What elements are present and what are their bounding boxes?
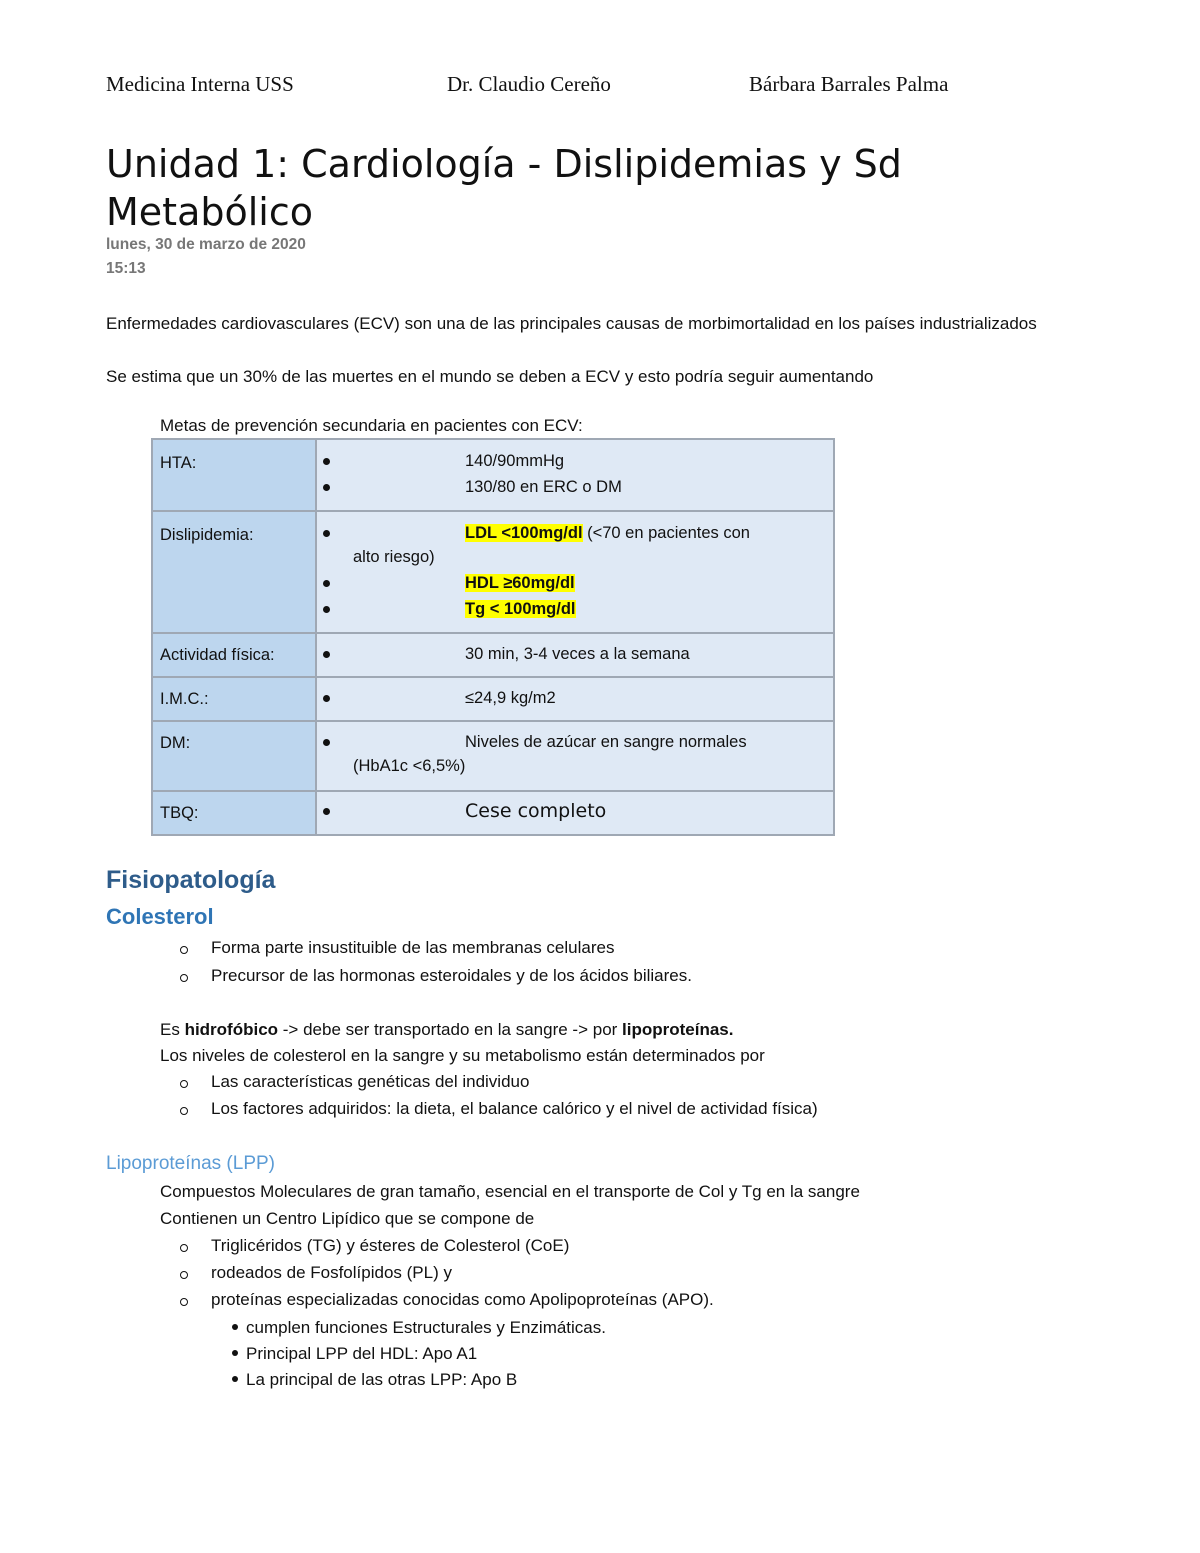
section-heading-fisiopatologia: Fisiopatología: [106, 866, 276, 894]
circle-bullet-icon: [180, 1271, 188, 1279]
sentence-part: Es: [160, 1020, 185, 1039]
bullet-icon: [323, 739, 330, 746]
ldl-goal-note: (<70 en pacientes con: [582, 524, 750, 542]
list-item: rodeados de Fosfolípidos (PL) y: [211, 1263, 452, 1282]
row-values-tbq: [316, 791, 834, 835]
term-lipoproteinas: lipoproteínas.: [622, 1020, 734, 1039]
bullet-icon: [323, 458, 330, 465]
bullet-icon: [323, 695, 330, 702]
table-row: [152, 633, 834, 677]
hta-goal-1: 140/90mmHg: [465, 452, 565, 470]
section-heading-lipoproteinas: Lipoproteínas (LPP): [106, 1153, 275, 1174]
circle-bullet-icon: [180, 946, 188, 954]
circle-bullet-icon: [180, 1080, 188, 1088]
row-values-imc: [316, 677, 834, 721]
list-item: Principal LPP del HDL: Apo A1: [246, 1344, 478, 1363]
activity-goal: 30 min, 3-4 veces a la semana: [465, 645, 690, 663]
bullet-icon: [232, 1376, 238, 1382]
table-row: [152, 721, 834, 791]
bullet-icon: [323, 530, 330, 537]
lpp-description: Compuestos Moleculares de gran tamaño, esencial en el transporte de Col y Tg en la sangre: [160, 1182, 860, 1201]
bullet-icon: [323, 606, 330, 613]
header-author: Bárbara Barrales Palma: [749, 72, 949, 96]
bullet-icon: [232, 1350, 238, 1356]
row-label-hta: HTA:: [152, 439, 316, 511]
row-values-actividad: [316, 633, 834, 677]
header-teacher: Dr. Claudio Cereño: [447, 72, 611, 96]
row-values-hta: [316, 439, 834, 511]
bullet-icon: [323, 484, 330, 491]
goals-caption: Metas de prevención secundaria en pacientes con ECV:: [160, 416, 583, 435]
row-values-dislipidemia: [316, 511, 834, 633]
tg-goal: Tg < 100mg/dl: [465, 600, 576, 618]
intro-paragraph-2: Se estima que un 30% de las muertes en el mundo se deben a ECV y esto podría seguir aumentando: [106, 367, 874, 386]
levels-sentence: Los niveles de colesterol en la sangre y su metabolismo están determinados por: [160, 1046, 765, 1065]
list-item: Los factores adquiridos: la dieta, el balance calórico y el nivel de actividad física): [211, 1099, 818, 1118]
list-item: proteínas especializadas conocidas como Apolipoproteínas (APO).: [211, 1290, 714, 1309]
tbq-goal: Cese completo: [465, 800, 607, 822]
hta-goal-2: 130/80 en ERC o DM: [465, 478, 622, 496]
list-item: La principal de las otras LPP: Apo B: [246, 1370, 518, 1389]
page-title: Unidad 1: Cardiología - Dislipidemias y Sd Metabólico: [106, 142, 902, 234]
intro-paragraph-1: Enfermedades cardiovasculares (ECV) son una de las principales causas de morbimortalidad en los países industrializados: [106, 314, 1037, 333]
imc-goal: ≤24,9 kg/m2: [465, 689, 556, 707]
row-label-imc: I.M.C.:: [152, 677, 316, 721]
ldl-goal: LDL <100mg/dl: [465, 524, 583, 542]
circle-bullet-icon: [180, 1298, 188, 1306]
ldl-goal-note-continued: alto riesgo): [353, 548, 435, 566]
row-label-tbq: TBQ:: [152, 791, 316, 835]
bullet-icon: [323, 651, 330, 658]
dm-goal: Niveles de azúcar en sangre normales: [465, 733, 747, 751]
table-row: [152, 791, 834, 835]
header-course: Medicina Interna USS: [106, 72, 294, 96]
row-values-dm: [316, 721, 834, 791]
table-row: [152, 511, 834, 633]
row-label-dislipidemia: Dislipidemia:: [152, 511, 316, 633]
circle-bullet-icon: [180, 1244, 188, 1252]
row-label-actividad: Actividad física:: [152, 633, 316, 677]
list-item: Forma parte insustituible de las membranas celulares: [211, 938, 615, 957]
circle-bullet-icon: [180, 974, 188, 982]
goals-table: [151, 438, 835, 836]
section-heading-colesterol: Colesterol: [106, 904, 214, 929]
list-item: Las características genéticas del individuo: [211, 1072, 530, 1091]
row-label-dm: DM:: [152, 721, 316, 791]
list-item: Triglicéridos (TG) y ésteres de Colesterol (CoE): [211, 1236, 570, 1255]
lpp-composition: Contienen un Centro Lipídico que se compone de: [160, 1209, 535, 1228]
note-time: 15:13: [106, 260, 146, 277]
list-item: Precursor de las hormonas esteroidales y de los ácidos biliares.: [211, 966, 692, 985]
sentence-part: -> debe ser transportado en la sangre -> por: [278, 1020, 623, 1039]
list-item: cumplen funciones Estructurales y Enzimáticas.: [246, 1318, 606, 1337]
dm-goal-continued: (HbA1c <6,5%): [353, 757, 466, 775]
circle-bullet-icon: [180, 1107, 188, 1115]
table-row: [152, 439, 834, 511]
hydrophobic-sentence: [160, 1020, 734, 1040]
bullet-icon: [232, 1324, 238, 1330]
page-header: [0, 72, 1200, 102]
term-hidrofobico: hidrofóbico: [184, 1020, 279, 1039]
bullet-icon: [323, 808, 330, 815]
table-row: [152, 677, 834, 721]
bullet-icon: [323, 580, 330, 587]
note-date: lunes, 30 de marzo de 2020: [106, 236, 306, 253]
hdl-goal: HDL ≥60mg/dl: [465, 574, 575, 592]
